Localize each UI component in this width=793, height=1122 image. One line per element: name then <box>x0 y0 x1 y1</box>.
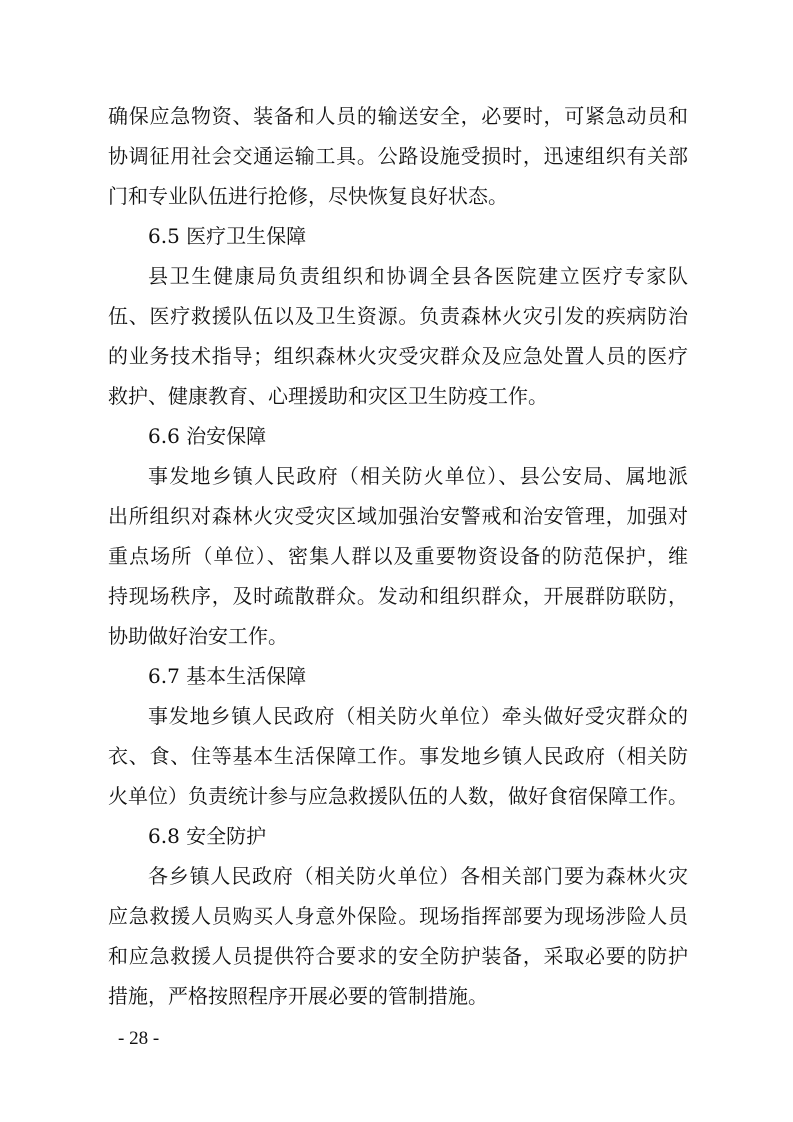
text-line: 出所组织对森林火灾受灾区域加强治安警戒和治安管理，加强对 <box>108 504 688 528</box>
text-line: 各乡镇人民政府（相关防火单位）各相关部门要为森林火灾 <box>148 864 688 888</box>
text-line: 协助做好治安工作。 <box>108 624 288 648</box>
section-heading-6-6: 6.6 治安保障 <box>148 424 267 448</box>
paragraph-medical <box>108 256 688 416</box>
section-heading-6-7: 6.7 基本生活保障 <box>148 664 307 688</box>
text-line: 协调征用社会交通运输工具。公路设施受损时，迅速组织有关部 <box>108 144 688 168</box>
paragraph-transport <box>108 96 688 216</box>
text-line: 的业务技术指导；组织森林火灾受灾群众及应急处置人员的医疗 <box>108 344 688 368</box>
text-line: 持现场秩序，及时疏散群众。发动和组织群众，开展群防联防， <box>108 584 688 608</box>
section-heading-6-8: 6.8 安全防护 <box>148 824 267 848</box>
paragraph-protection <box>108 856 688 1016</box>
text-line: 措施，严格按照程序开展必要的管制措施。 <box>108 984 488 1008</box>
section-heading-6-5: 6.5 医疗卫生保障 <box>148 224 307 248</box>
text-line: 确保应急物资、装备和人员的输送安全，必要时，可紧急动员和 <box>108 104 688 128</box>
text-line: 县卫生健康局负责组织和协调全县各医院建立医疗专家队 <box>148 264 688 288</box>
text-line: 火单位）负责统计参与应急救援队伍的人数，做好食宿保障工作。 <box>108 784 688 808</box>
page-number: - 28 - <box>118 1028 160 1049</box>
text-line: 应急救援人员购买人身意外保险。现场指挥部要为现场涉险人员 <box>108 904 688 928</box>
text-line: 门和专业队伍进行抢修，尽快恢复良好状态。 <box>108 184 508 208</box>
text-line: 伍、医疗救援队伍以及卫生资源。负责森林火灾引发的疾病防治 <box>108 304 688 328</box>
document-body <box>108 96 688 1016</box>
text-line: 事发地乡镇人民政府（相关防火单位）、县公安局、属地派 <box>148 464 688 488</box>
paragraph-living <box>108 696 688 816</box>
text-line: 衣、食、住等基本生活保障工作。事发地乡镇人民政府（相关防 <box>108 744 688 768</box>
text-line: 重点场所（单位）、密集人群以及重要物资设备的防范保护，维 <box>108 544 688 568</box>
text-line: 和应急救援人员提供符合要求的安全防护装备，采取必要的防护 <box>108 944 688 968</box>
text-line: 救护、健康教育、心理援助和灾区卫生防疫工作。 <box>108 384 548 408</box>
paragraph-security <box>108 456 688 656</box>
text-line: 事发地乡镇人民政府（相关防火单位）牵头做好受灾群众的 <box>148 704 688 728</box>
